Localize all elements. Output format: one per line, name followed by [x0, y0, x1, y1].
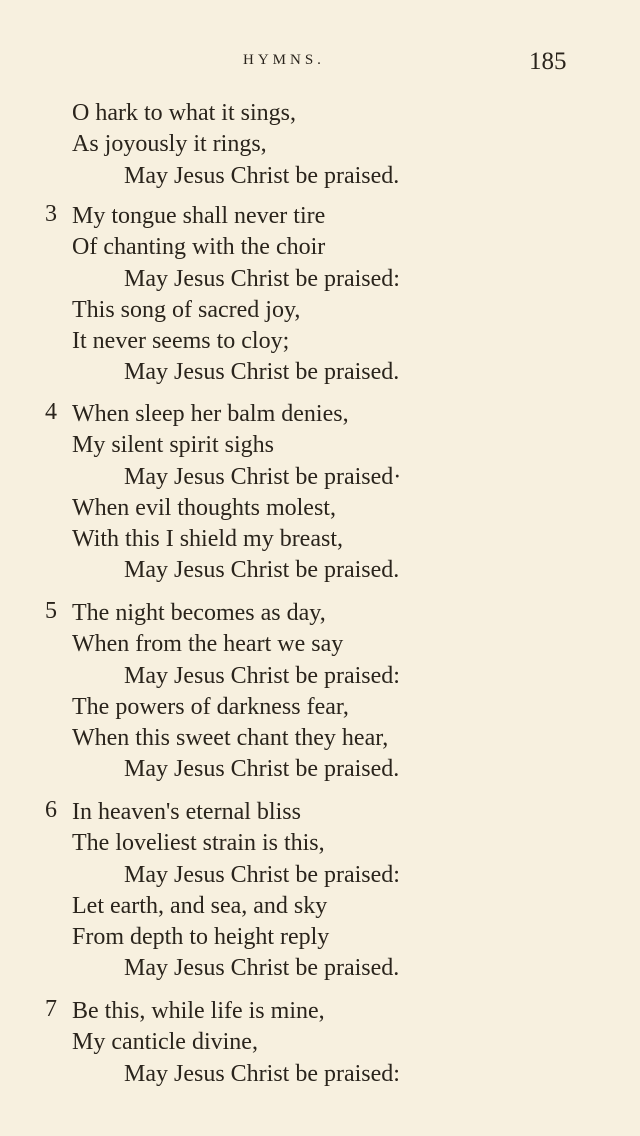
- page-number: 185: [529, 48, 567, 75]
- refrain-line: May Jesus Christ be praised.: [124, 359, 400, 386]
- stanza-line: Let earth, and sea, and sky: [72, 892, 328, 919]
- refrain-line: May Jesus Christ be praised.: [124, 162, 400, 189]
- stanza-number: 4: [45, 399, 57, 425]
- stanza-line: Of chanting with the choir: [72, 234, 326, 261]
- stanza-line: Be this, while life is mine,: [72, 998, 325, 1024]
- stanza-line: It never seems to cloy;: [72, 328, 290, 355]
- refrain-line: May Jesus Christ be praised·: [124, 463, 402, 490]
- stanza-6: [0, 797, 640, 985]
- stanza-number: 3: [45, 201, 57, 227]
- stanza-line: The loveliest strain is this,: [72, 830, 325, 857]
- stanza-line: In heaven's eternal bliss: [72, 799, 301, 825]
- stanza-number: 6: [45, 797, 57, 823]
- stanza-line: My silent spirit sighs: [72, 432, 275, 459]
- stanza-line: When this sweet chant they hear,: [72, 725, 389, 752]
- stanza-7: [0, 996, 640, 1090]
- stanza-line: When evil thoughts molest,: [72, 494, 336, 521]
- stanza-line: When from the heart we say: [72, 631, 344, 658]
- stanza-4: [0, 399, 640, 587]
- refrain-line: May Jesus Christ be praised.: [124, 756, 400, 783]
- stanza-line: The powers of darkness fear,: [72, 693, 349, 720]
- stanza-line: My canticle divine,: [72, 1029, 258, 1056]
- stanza-line: My tongue shall never tire: [72, 203, 326, 229]
- refrain-line: May Jesus Christ be praised.: [124, 955, 400, 982]
- stanza-line: As joyously it rings,: [72, 131, 267, 158]
- refrain-line: May Jesus Christ be praised:: [124, 861, 400, 888]
- stanza-line: With this I shield my breast,: [72, 526, 343, 553]
- stanza-line: O hark to what it sings,: [72, 100, 296, 126]
- stanza-continuation: [0, 98, 640, 192]
- running-title: HYMNS.: [243, 52, 325, 68]
- refrain-line: May Jesus Christ be praised:: [124, 1060, 400, 1087]
- stanza-line: The night becomes as day,: [72, 600, 326, 626]
- stanza-5: [0, 598, 640, 786]
- running-head: [0, 50, 640, 80]
- stanza-3: [0, 201, 640, 389]
- stanza-line: From depth to height reply: [72, 924, 330, 951]
- refrain-line: May Jesus Christ be praised:: [124, 662, 400, 689]
- refrain-line: May Jesus Christ be praised:: [124, 265, 400, 292]
- refrain-line: May Jesus Christ be praised.: [124, 557, 400, 584]
- stanza-line: This song of sacred joy,: [72, 296, 301, 323]
- stanza-number: 7: [45, 996, 57, 1022]
- stanza-line: When sleep her balm denies,: [72, 401, 349, 427]
- stanza-number: 5: [45, 598, 57, 624]
